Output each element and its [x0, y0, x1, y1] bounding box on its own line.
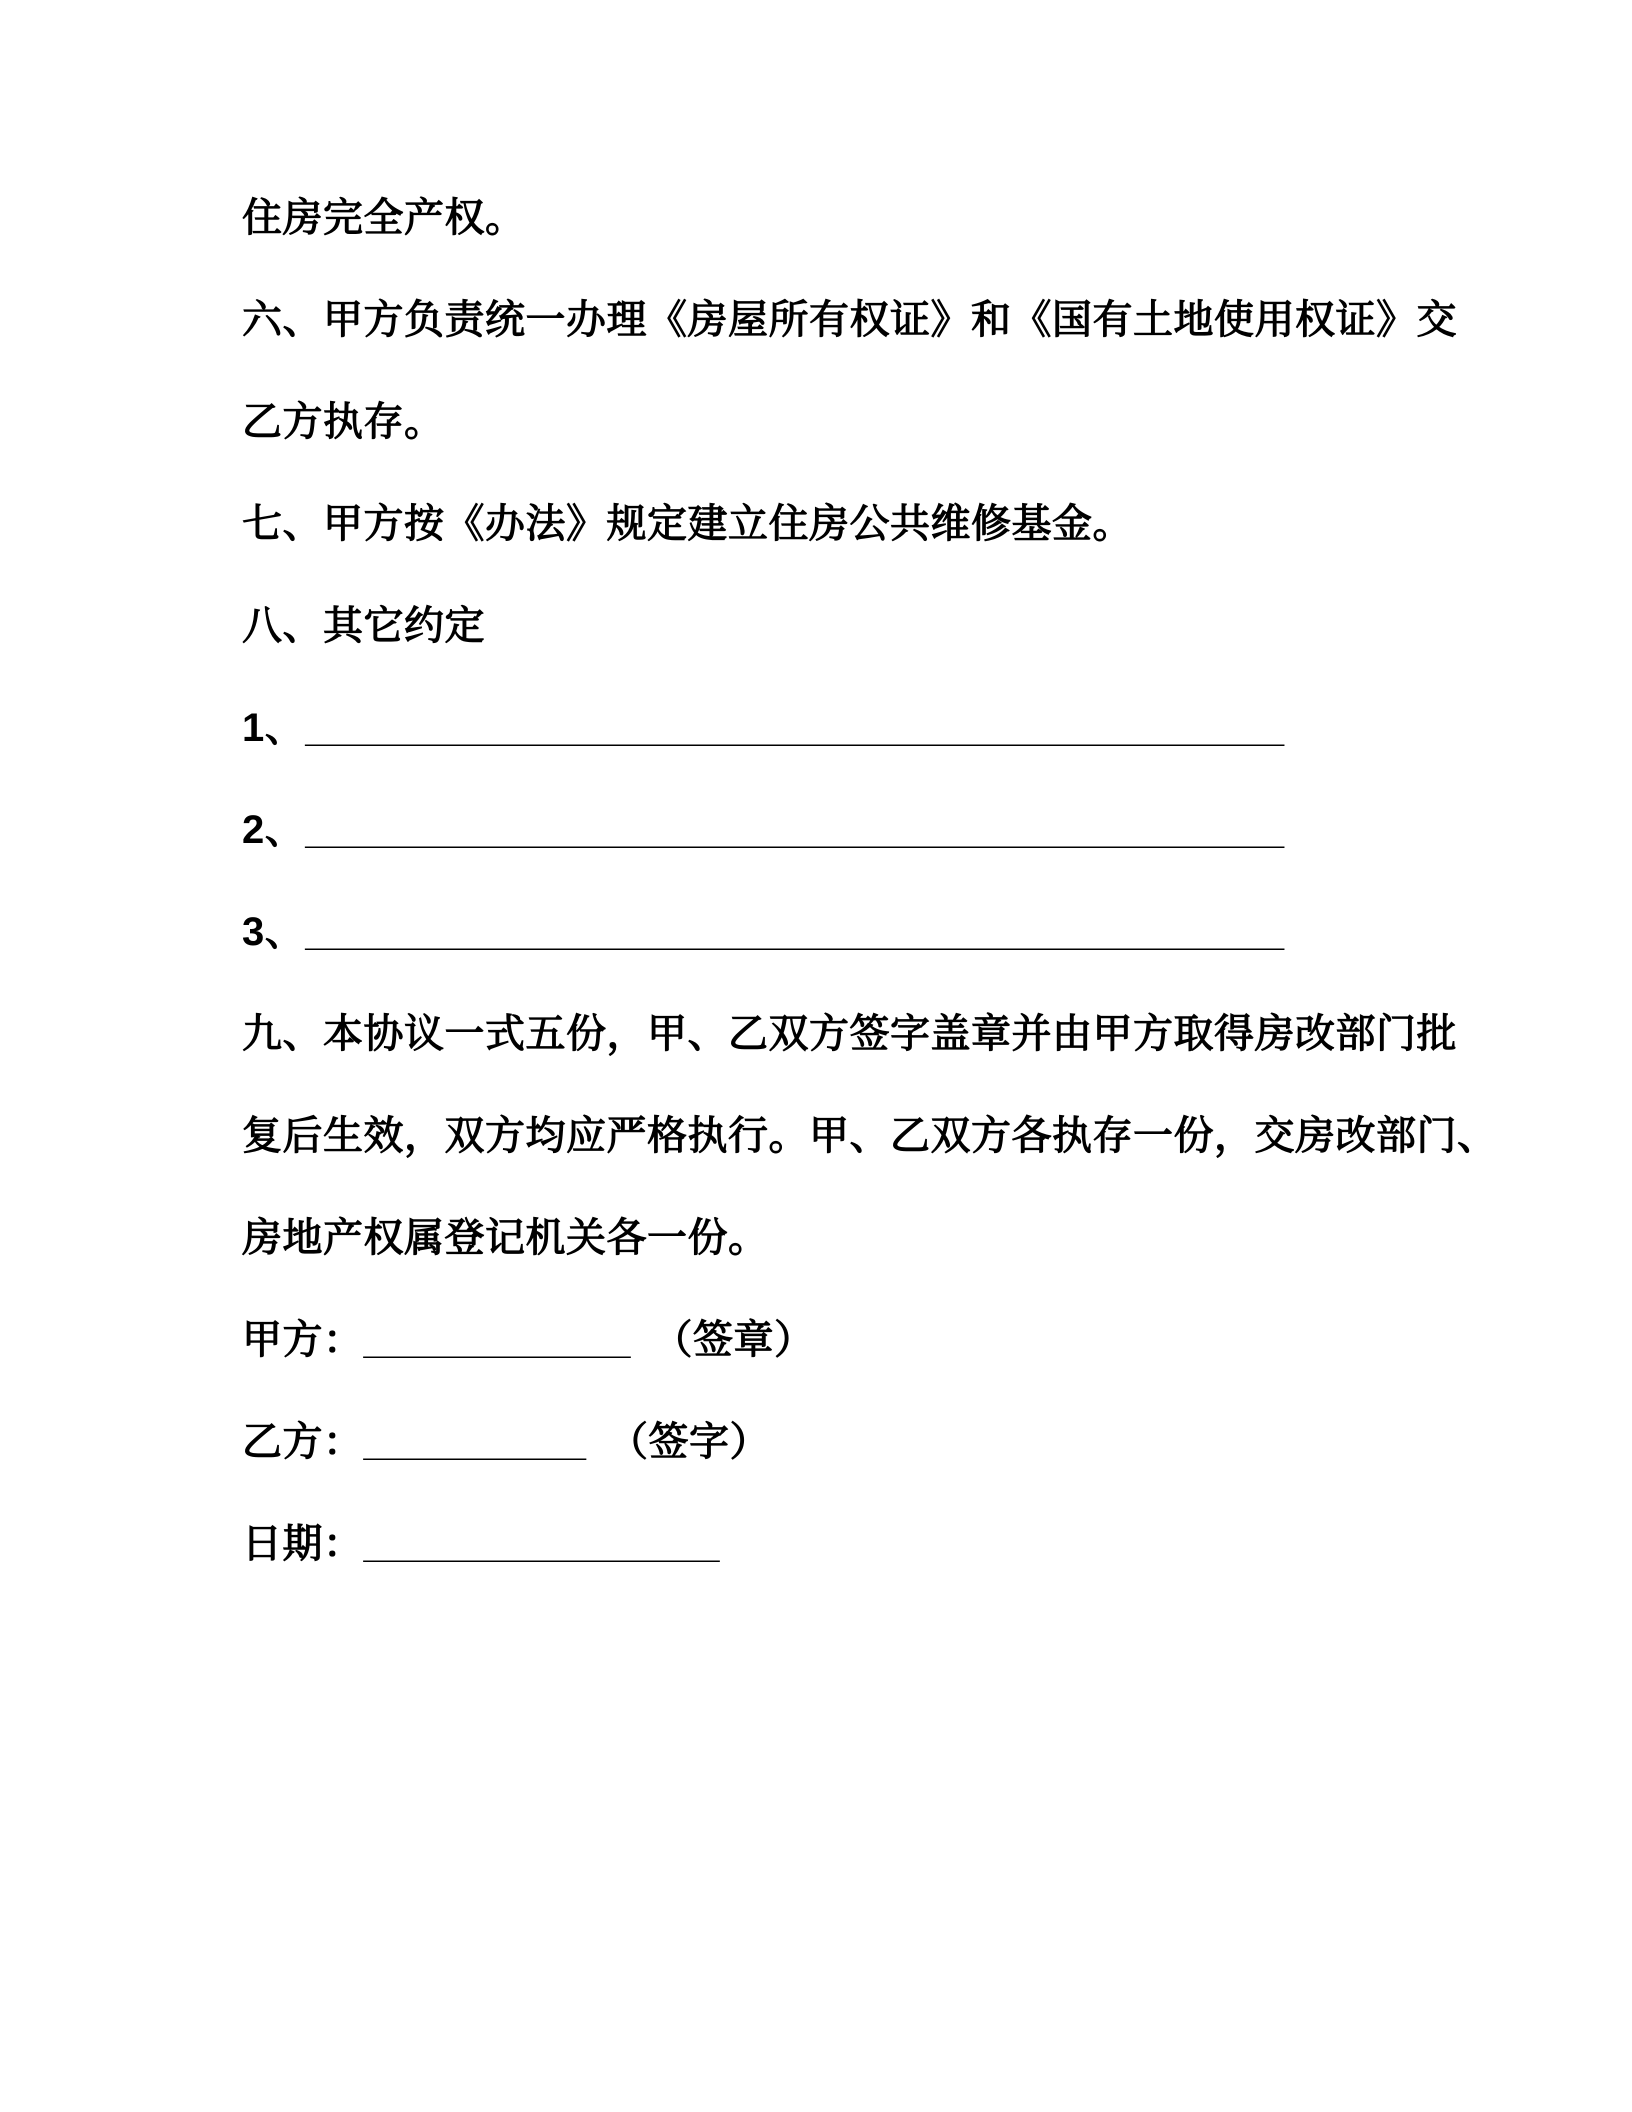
blank-underline: ____________________________________________	[305, 808, 1285, 852]
line-text: 九、本协议一式五份，甲、乙双方签字盖章并由甲方取得房改部门批	[242, 1012, 1457, 1056]
party-a-signature-blank: ____________	[363, 1318, 631, 1362]
party-b-signature-blank: __________	[363, 1420, 586, 1464]
line-text: 六、甲方负责统一办理《房屋所有权证》和《国有土地使用权证》交	[242, 298, 1457, 342]
sign-note: （签字）	[607, 1420, 770, 1464]
line-text: 复后生效，双方均应严格执行。甲、乙双方各执存一份，交房改部门、	[242, 1114, 1498, 1158]
clause-7	[242, 473, 1482, 575]
party-a-signature-line	[242, 1289, 1482, 1391]
seal-note: （签章）	[652, 1318, 815, 1362]
date-label: 日期：	[242, 1522, 364, 1566]
document-page	[242, 167, 1498, 1595]
clause-9-line-1	[242, 983, 1482, 1085]
clause-9-line-3	[242, 1187, 1482, 1289]
clause-9-line-2	[242, 1085, 1498, 1187]
date-line	[242, 1493, 1482, 1595]
clause-5-continuation	[242, 167, 1482, 269]
other-agreement-item-3	[242, 881, 1482, 983]
date-blank: ________________	[363, 1522, 720, 1566]
blank-underline: ____________________________________________	[305, 706, 1285, 750]
party-a-label: 甲方：	[242, 1318, 364, 1362]
line-text: 八、其它约定	[242, 604, 485, 648]
clause-6-line-1	[242, 269, 1482, 371]
item-number: 2、	[242, 808, 306, 852]
item-number: 1、	[242, 706, 306, 750]
blank-underline: ____________________________________________	[305, 910, 1285, 954]
line-text: 乙方执存。	[242, 400, 445, 444]
other-agreement-item-2	[242, 779, 1482, 881]
line-text: 房地产权属登记机关各一份。	[242, 1216, 769, 1260]
clause-8-heading	[242, 575, 1482, 677]
party-b-label: 乙方：	[242, 1420, 364, 1464]
party-b-signature-line	[242, 1391, 1482, 1493]
item-number: 3、	[242, 910, 306, 954]
clause-6-line-2	[242, 371, 1482, 473]
line-text: 七、甲方按《办法》规定建立住房公共维修基金。	[242, 502, 1133, 546]
line-text: 住房完全产权。	[242, 196, 526, 240]
other-agreement-item-1	[242, 677, 1482, 779]
